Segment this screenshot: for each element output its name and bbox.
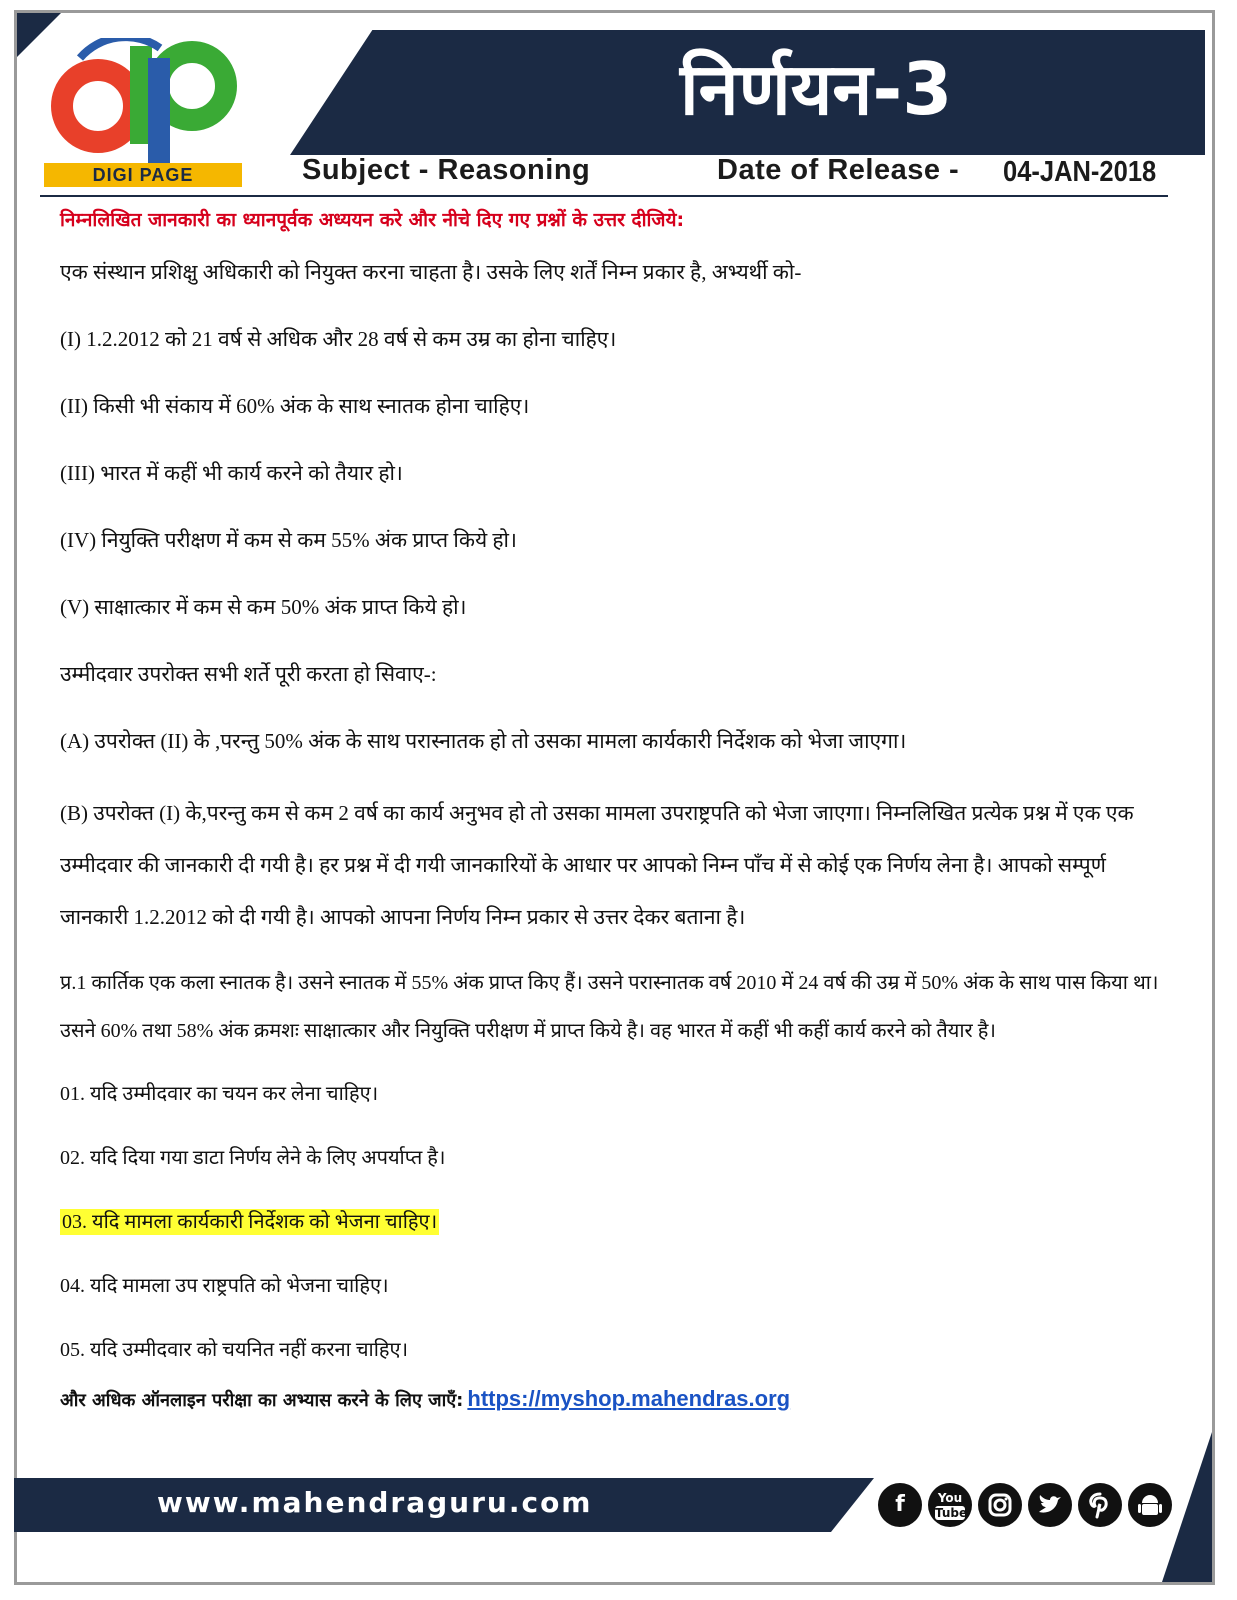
condition-item: (V) साक्षात्कार में कम से कम 50% अंक प्राप्त किये हो। [60, 595, 467, 619]
exception-intro: उम्मीदवार उपरोक्त सभी शर्ते पूरी करता हो सिवाए-: [60, 662, 437, 686]
answer-highlight: 03. यदि मामला कार्यकारी निर्देशक को भेजना चाहिए। [62, 1211, 438, 1233]
option-item-correct [60, 1207, 1170, 1237]
youtube-icon[interactable] [928, 1483, 972, 1527]
twitter-icon[interactable] [1028, 1483, 1072, 1527]
youtube-text: Tube [935, 1506, 968, 1520]
date-value: 04-JAN-2018 [1003, 156, 1157, 188]
android-icon[interactable] [1128, 1483, 1172, 1527]
date-label: Date of Release - [717, 154, 960, 186]
subject-label: Subject - Reasoning [302, 154, 591, 186]
option-item: 01. यदि उम्मीदवार का चयन कर लेना चाहिए। [60, 1083, 379, 1105]
main-content [60, 203, 1170, 1418]
practice-text: और अधिक ऑनलाइन परीक्षा का अभ्यास करने के लिए जाएँ: [60, 1390, 464, 1411]
practice-link[interactable]: https://myshop.mahendras.org [467, 1386, 791, 1411]
page-title: निर्णयन-3 [680, 47, 953, 131]
instagram-icon[interactable] [978, 1483, 1022, 1527]
option-item: 05. यदि उम्मीदवार को चयनित नहीं करना चाहिए। [60, 1339, 409, 1361]
facebook-icon[interactable]: f [878, 1483, 922, 1527]
instruction-text: निम्नलिखित जानकारी का ध्यानपूर्वक अध्ययन करे और नीचे दिए गए प्रश्नों के उत्तर दीजिये: [60, 209, 685, 231]
logo-badge: DIGI PAGE [44, 163, 242, 187]
footer-url[interactable]: www.mahendraguru.com [157, 1486, 593, 1519]
header-divider [40, 195, 1168, 197]
pinterest-icon[interactable] [1078, 1483, 1122, 1527]
exception-a: (A) उपरोक्त (II) के ,परन्तु 50% अंक के साथ परास्नातक हो तो उसका मामला कार्यकारी निर्देशक को भेजा जाएगा। [60, 729, 907, 753]
intro-paragraph: एक संस्थान प्रशिक्षु अधिकारी को नियुक्त करना चाहता है। उसके लिए शर्तें निम्न प्रकार है, अभ्यर्थी को- [60, 260, 802, 284]
option-item: 04. यदि मामला उप राष्ट्रपति को भेजना चाहिए। [60, 1275, 389, 1297]
condition-item: (I) 1.2.2012 को 21 वर्ष से अधिक और 28 वर्ष से कम उम्र का होना चाहिए। [60, 327, 617, 351]
youtube-text: You [937, 1491, 963, 1505]
question-text: प्र.1 कार्तिक एक कला स्नातक है। उसने स्नातक में 55% अंक प्राप्त किए हैं। उसने परास्नातक वर्ष 2010 में 24 वर्ष की उम्र में 50% अंक के साथ पास किया था। उसने 60% तथा 58% अंक क्रमशः साक्षात्कार और नियुक्ति परीक्षण में प्राप्त किये है। वह भारत में कहीं भी कहीं कार्य करने को तैयार है। [60, 972, 1159, 1042]
condition-item: (III) भारत में कहीं भी कार्य करने को तैयार हो। [60, 461, 403, 485]
practice-line [60, 1383, 1170, 1418]
exception-b: (B) उपरोक्त (I) के,परन्तु कम से कम 2 वर्ष का कार्य अनुभव हो तो उसका मामला उपराष्ट्रपति को भेजा जाएगा। निम्नलिखित प्रत्येक प्रश्न में एक एक उम्मीदवार की जानकारी दी गयी है। हर प्रश्न में दी गयी जानकारियों के आधार पर आपको निम्न पाँच में से कोई एक निर्णय लेना है। आपको सम्पूर्ण जानकारी 1.2.2012 को दी गयी है। आपको आपना निर्णय निम्न प्रकार से उत्तर देकर बताना है। [60, 801, 1134, 929]
option-item: 02. यदि दिया गया डाटा निर्णय लेने के लिए अपर्याप्त है। [60, 1147, 446, 1169]
condition-item: (II) किसी भी संकाय में 60% अंक के साथ स्नातक होना चाहिए। [60, 394, 530, 418]
condition-item: (IV) नियुक्ति परीक्षण में कम से कम 55% अंक प्राप्त किये हो। [60, 528, 517, 552]
